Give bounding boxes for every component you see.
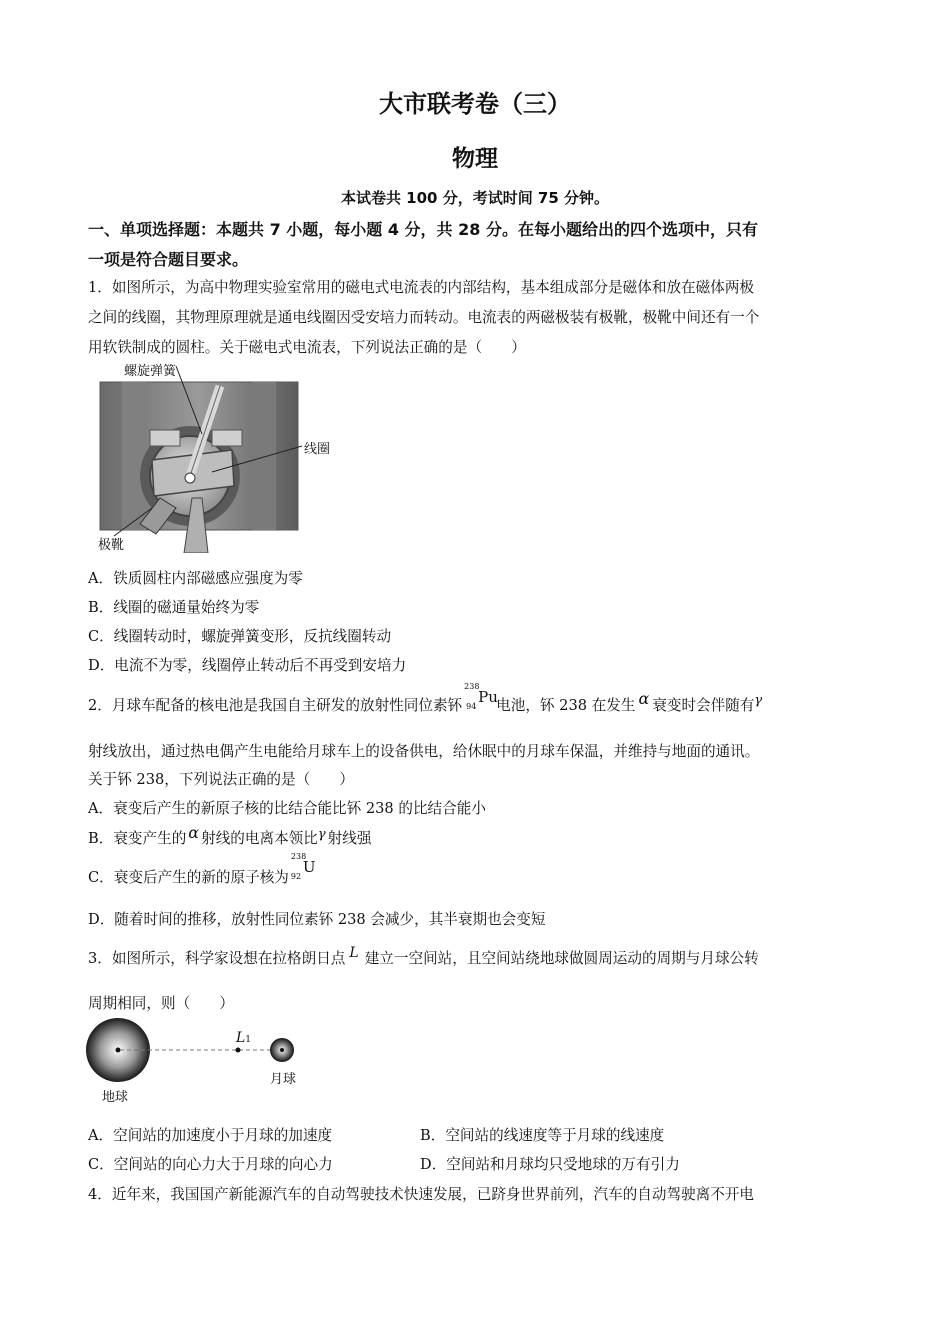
label-moon: 月球 xyxy=(270,1072,297,1087)
q3-option-b: B．空间站的线速度等于月球的线速度 xyxy=(420,1127,665,1144)
section-heading-line1: 一、单项选择题：本题共 7 小题，每小题 4 分，共 28 分。在每小题给出的四个选项中，只有 xyxy=(88,220,758,239)
q1-option-b: B．线圈的磁通量始终为零 xyxy=(88,599,260,616)
label-spiral-spring: 螺旋弹簧 xyxy=(124,364,177,379)
exam-title: 大市联考卷（三） xyxy=(379,90,571,118)
q1-stem-line3: 用软铁制成的圆柱。关于磁电式电流表，下列说法正确的是（ ） xyxy=(88,339,526,356)
q2-stem-line3: 关于钚 238，下列说法正确的是（ ） xyxy=(88,771,354,788)
q1-stem-line2: 之间的线圈，其物理原理就是通电线圈因受安培力而转动。电流表的两磁极装有极靴，极靴中间还有一个 xyxy=(88,309,760,326)
q2-option-c: C．衰变后产生的新的原子核为 238 92 U xyxy=(88,866,319,887)
q3-option-c: C．空间站的向心力大于月球的向心力 xyxy=(88,1156,333,1173)
q1-option-c: C．线圈转动时，螺旋弹簧变形，反抗线圈转动 xyxy=(88,628,392,645)
pu-nuclide: 238 94 Pu xyxy=(464,682,498,711)
q1-stem-line1: 1．如图所示，为高中物理实验室常用的磁电式电流表的内部结构，基本组成部分是磁体和放在磁体两极 xyxy=(88,279,755,296)
exam-info: 本试卷共 100 分，考试时间 75 分钟。 xyxy=(340,189,610,207)
q1-option-a: A．铁质圆柱内部磁感应强度为零 xyxy=(88,570,303,587)
label-earth: 地球 xyxy=(102,1090,129,1105)
q3-option-a: A．空间站的加速度小于月球的加速度 xyxy=(88,1127,333,1144)
q3-stem-line2: 周期相同，则（ ） xyxy=(88,995,234,1012)
lagrange-figure xyxy=(84,1016,324,1106)
q3-option-d: D．空间站和月球均只受地球的万有引力 xyxy=(420,1156,680,1173)
label-l1: L1 xyxy=(236,1030,252,1046)
q4-stem-line1: 4．近年来，我国国产新能源汽车的自动驾驶技术快速发展，已跻身世界前列，汽车的自动驾驶离不开电 xyxy=(88,1186,755,1203)
q2-option-d: D．随着时间的推移，放射性同位素钚 238 会减少，其半衰期也会变短 xyxy=(88,911,546,928)
q2-option-a: A．衰变后产生的新原子核的比结合能比钚 238 的比结合能小 xyxy=(88,800,486,817)
l1-point xyxy=(236,1048,241,1053)
subject-title: 物理 xyxy=(452,146,498,172)
label-coil: 线圈 xyxy=(304,442,331,457)
q1-option-d: D．电流不为零，线圈停止转动后不再受到安培力 xyxy=(88,657,407,674)
label-pole-shoe: 极靴 xyxy=(98,538,125,553)
u-nuclide: 238 92 U xyxy=(290,852,316,881)
q3-stem-line1: 3．如图所示，科学家设想在拉格朗日点 L 建立一空间站，且空间站绕地球做圆周运动的周期与月球公转 xyxy=(88,945,759,967)
q2-option-b: B．衰变产生的 α 射线的电离本领比γ 射线强 xyxy=(88,823,372,847)
section-heading-line2: 一项是符合题目要求。 xyxy=(88,250,249,269)
q2-stem-line1: 2．月球车配备的核电池是我国自主研发的放射性同位素钚 238 94 Pu 电池，钚 238 在发生 α 衰变时会伴随有γ xyxy=(88,682,763,714)
q2-stem-line2: 射线放出，通过热电偶产生电能给月球车上的设备供电，给休眠中的月球车保温，并维持与地面的通讯。 xyxy=(88,743,760,760)
galvanometer-figure xyxy=(92,358,352,553)
